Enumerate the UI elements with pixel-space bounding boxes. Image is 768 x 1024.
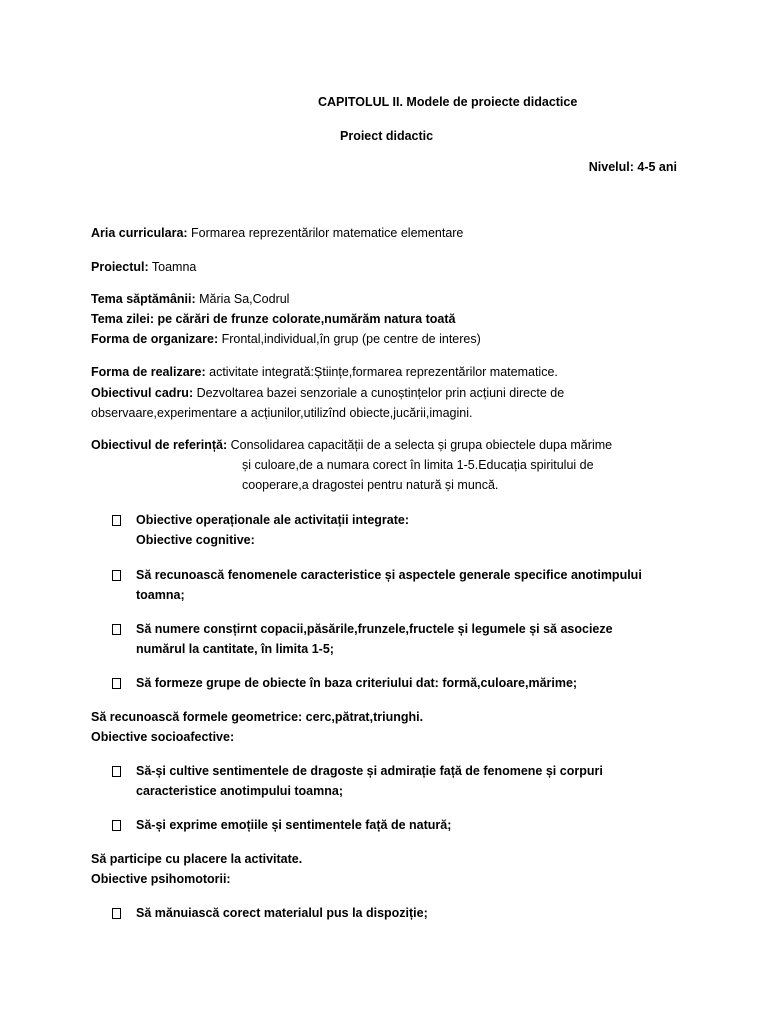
socio-item-1-cont: caracteristice anotimpului toamna; [136, 784, 344, 798]
obiective-operationale-heading: Obiective operaționale ale activitații integrate: [136, 513, 410, 527]
obiective-psihomotorii-heading: Obiective psihomotorii: [91, 872, 231, 886]
psiho-item-1: Să mănuiască corect materialul pus la dispoziție; [136, 906, 428, 920]
obiectiv-referinta-text-2: și culoare,de a numara corect în limita 1-5.Educația spiritului de [242, 458, 594, 472]
bullet-box-icon [112, 908, 121, 919]
forma-organizare-line [91, 329, 481, 349]
obiectiv-referinta-line [91, 435, 612, 455]
proiect-label: Proiectul: [91, 260, 149, 274]
tema-saptamanii-value: Măria Sa,Codrul [195, 292, 290, 306]
obiectiv-referinta-text-3: cooperare,a dragostei pentru natură și muncă. [242, 478, 499, 492]
aria-curriculara-line [91, 223, 463, 243]
proiect-value: Toamna [148, 260, 197, 274]
obiectiv-cadru-label: Obiectivul cadru: [91, 386, 194, 400]
chapter-title: CAPITOLUL II. Modele de proiecte didactice [318, 95, 578, 109]
forma-realizare-label: Forma de realizare: [91, 365, 206, 379]
forma-organizare-value: Frontal,individual,în grup (pe centre de interes) [218, 332, 481, 346]
forma-organizare-label: Forma de organizare: [91, 332, 219, 346]
cognitive-item-2: Să numere consțirnt copacii,păsările,frunzele,fructele și legumele și să asocieze [136, 622, 613, 636]
obiectiv-referinta-label: Obiectivul de referință: [91, 438, 228, 452]
participation-line: Să participe cu placere la activitate. [91, 852, 303, 866]
aria-label: Aria curriculara: [91, 226, 188, 240]
cognitive-item-1: Să recunoască fenomenele caracteristice și aspectele generale specifice anotimpului [136, 568, 642, 582]
project-title: Proiect didactic [340, 129, 434, 143]
cognitive-item-2-cont: numărul la cantitate, în limita 1-5; [136, 642, 334, 656]
bullet-box-icon [112, 820, 121, 831]
level-label: Nivelul: 4-5 ani [588, 160, 677, 174]
socio-item-2: Să-și exprime emoțiile și sentimentele față de natură; [136, 818, 452, 832]
bullet-box-icon [112, 766, 121, 777]
forma-realizare-value: activitate integrată:Științe,formarea reprezentărilor matematice. [205, 365, 558, 379]
obiectiv-cadru-text-2: observaare,experimentare a acțiunilor,utilizînd obiecte,jucării,imagini. [91, 406, 473, 420]
obiective-cognitive-heading: Obiective cognitive: [136, 533, 255, 547]
forma-realizare-line [91, 362, 558, 382]
cognitive-item-1-cont: toamna; [136, 588, 185, 602]
tema-saptamanii-line [91, 289, 289, 309]
geometric-shapes-line: Să recunoască formele geometrice: cerc,pătrat,triunghi. [91, 710, 424, 724]
bullet-box-icon [112, 515, 121, 526]
cognitive-item-3: Să formeze grupe de obiecte în baza criteriului dat: formă,culoare,mărime; [136, 676, 578, 690]
proiect-line [91, 257, 196, 277]
tema-zilei: Tema zilei: pe cărări de frunze colorate,numărăm natura toată [91, 312, 456, 326]
obiective-socioafective-heading: Obiective socioafective: [91, 730, 235, 744]
obiectiv-referinta-text: Consolidarea capacității de a selecta și grupa obiectele dupa mărime [227, 438, 613, 452]
obiectiv-cadru-line [91, 383, 564, 403]
aria-value: Formarea reprezentărilor matematice elementare [187, 226, 464, 240]
tema-saptamanii-label: Tema săptămânii: [91, 292, 196, 306]
bullet-box-icon [112, 570, 121, 581]
obiectiv-cadru-text: Dezvoltarea bazei senzoriale a cunoștințelor prin acțiuni directe de [193, 386, 565, 400]
bullet-box-icon [112, 624, 121, 635]
socio-item-1: Să-și cultive sentimentele de dragoste și admirație față de fenomene și corpuri [136, 764, 603, 778]
bullet-box-icon [112, 678, 121, 689]
